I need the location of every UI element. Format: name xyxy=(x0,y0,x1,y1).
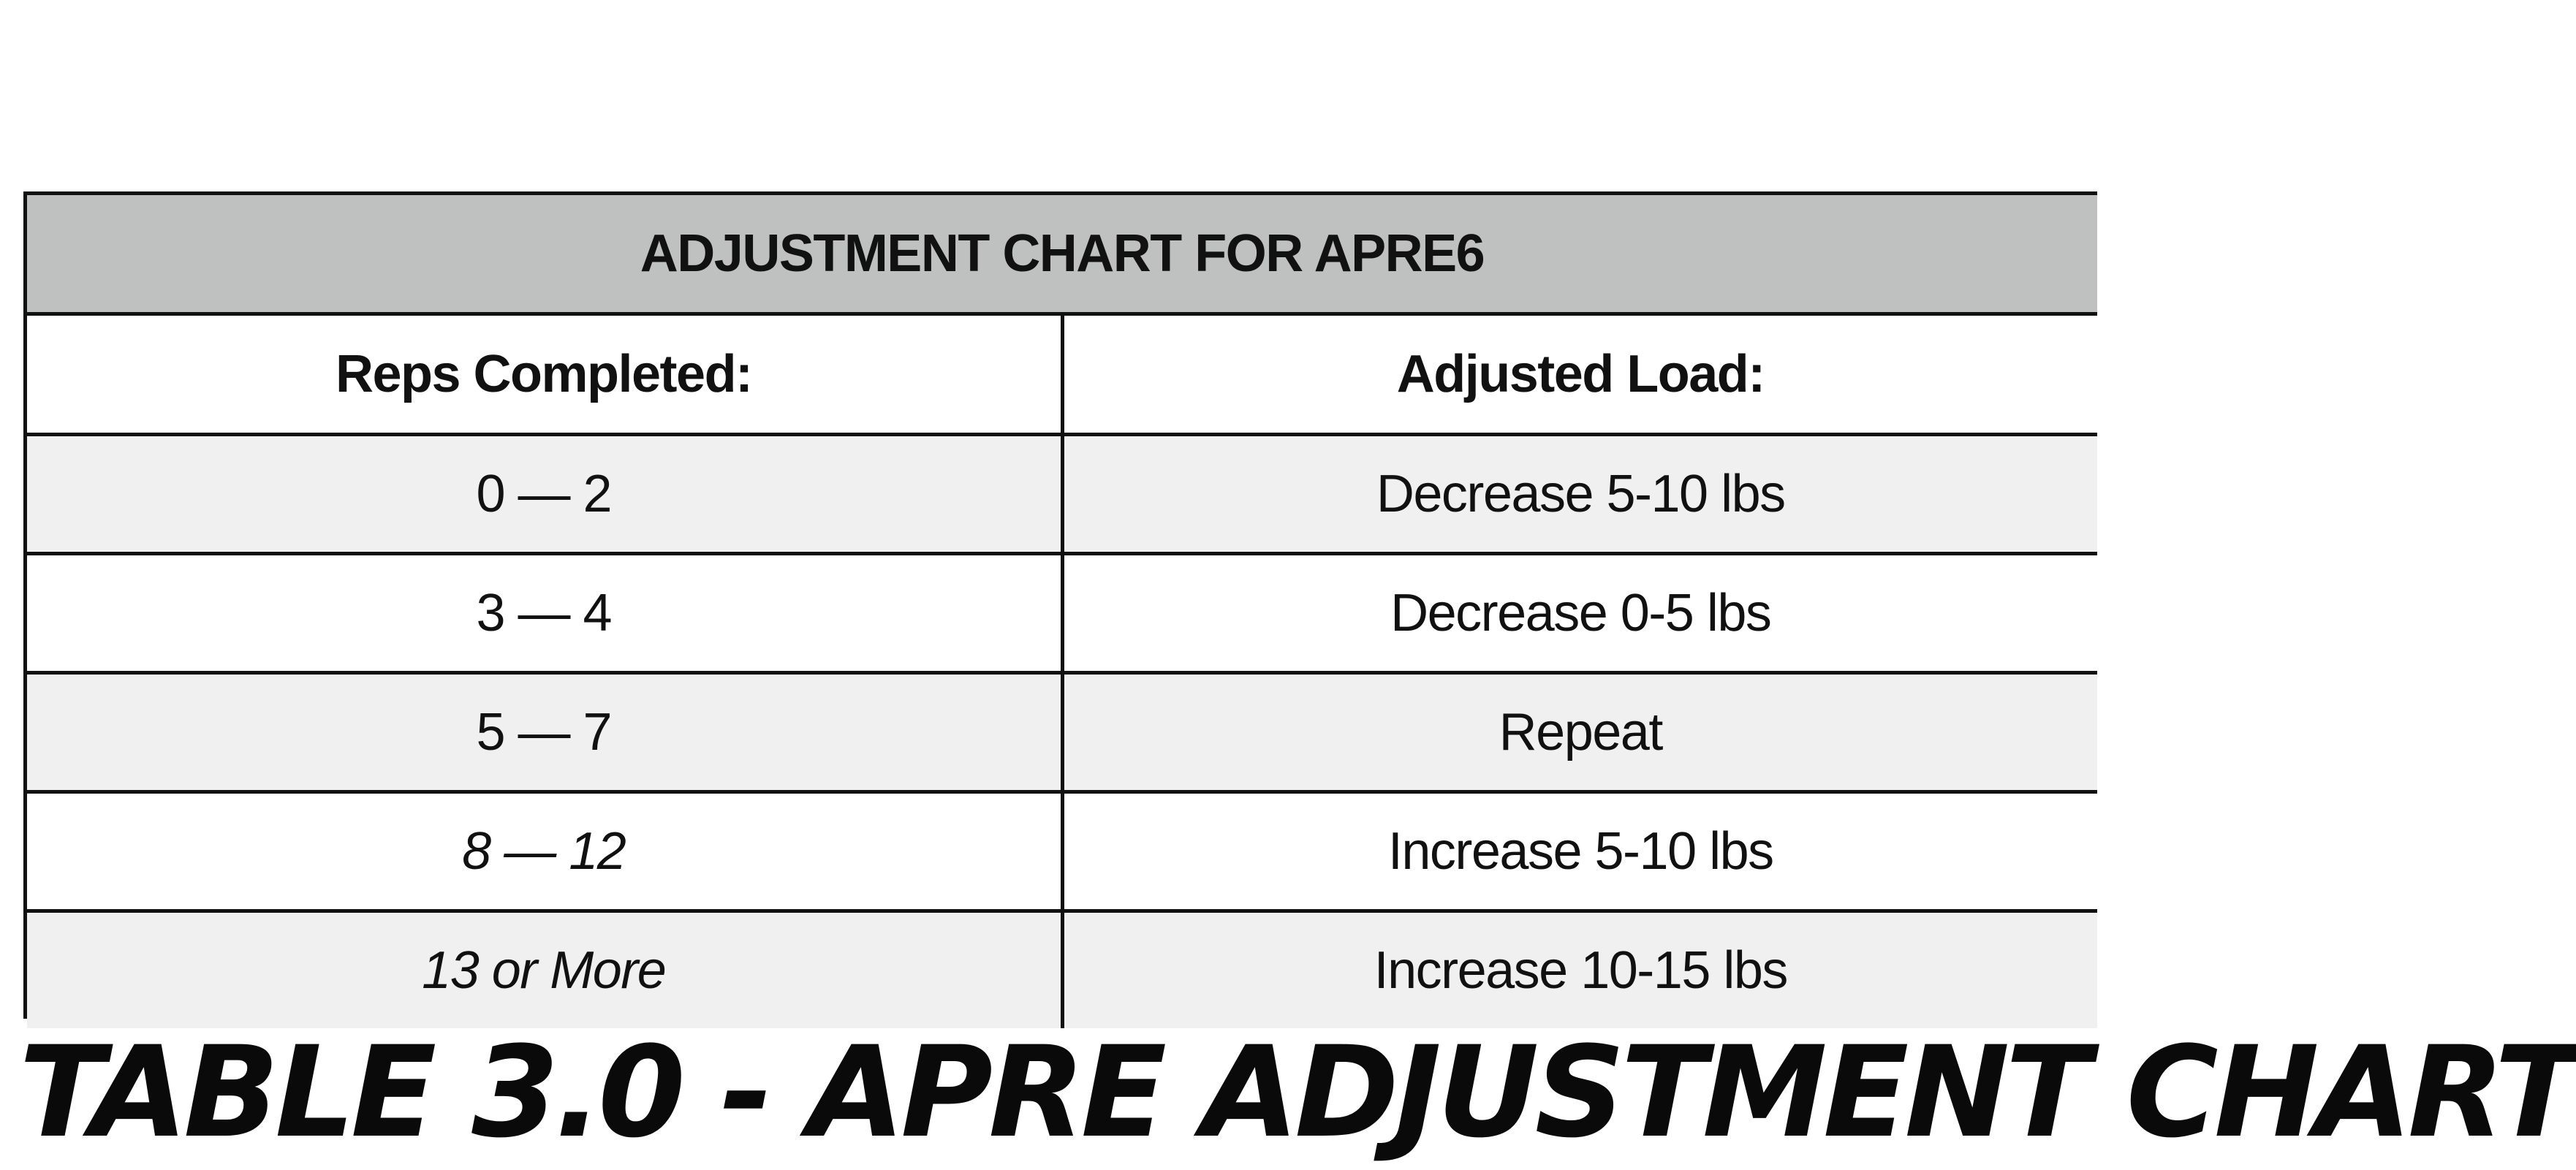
table-header-row xyxy=(27,314,2097,435)
table-row xyxy=(27,554,2097,673)
reps-cell: 13 or More xyxy=(27,911,1062,1029)
load-cell: Increase 10-15 lbs xyxy=(1062,911,2097,1029)
table-row xyxy=(27,792,2097,911)
load-cell: Decrease 0-5 lbs xyxy=(1062,554,2097,673)
reps-cell: 0 — 2 xyxy=(27,435,1062,554)
table-title-row xyxy=(27,195,2097,314)
table-row xyxy=(27,911,2097,1029)
adjustment-table xyxy=(27,195,2097,1028)
adjusted-load-header: Adjusted Load: xyxy=(1062,314,2097,435)
load-cell: Repeat xyxy=(1062,673,2097,792)
table-row xyxy=(27,673,2097,792)
reps-cell: 5 — 7 xyxy=(27,673,1062,792)
table-title: ADJUSTMENT CHART FOR APRE6 xyxy=(27,195,2097,314)
adjustment-table-frame xyxy=(23,191,2097,1019)
table-caption: TABLE 3.0 - APRE ADJUSTMENT CHART xyxy=(19,1019,2576,1166)
reps-cell: 3 — 4 xyxy=(27,554,1062,673)
table-row xyxy=(27,435,2097,554)
load-cell: Increase 5-10 lbs xyxy=(1062,792,2097,911)
reps-cell: 8 — 12 xyxy=(27,792,1062,911)
load-cell: Decrease 5-10 lbs xyxy=(1062,435,2097,554)
reps-completed-header: Reps Completed: xyxy=(27,314,1062,435)
